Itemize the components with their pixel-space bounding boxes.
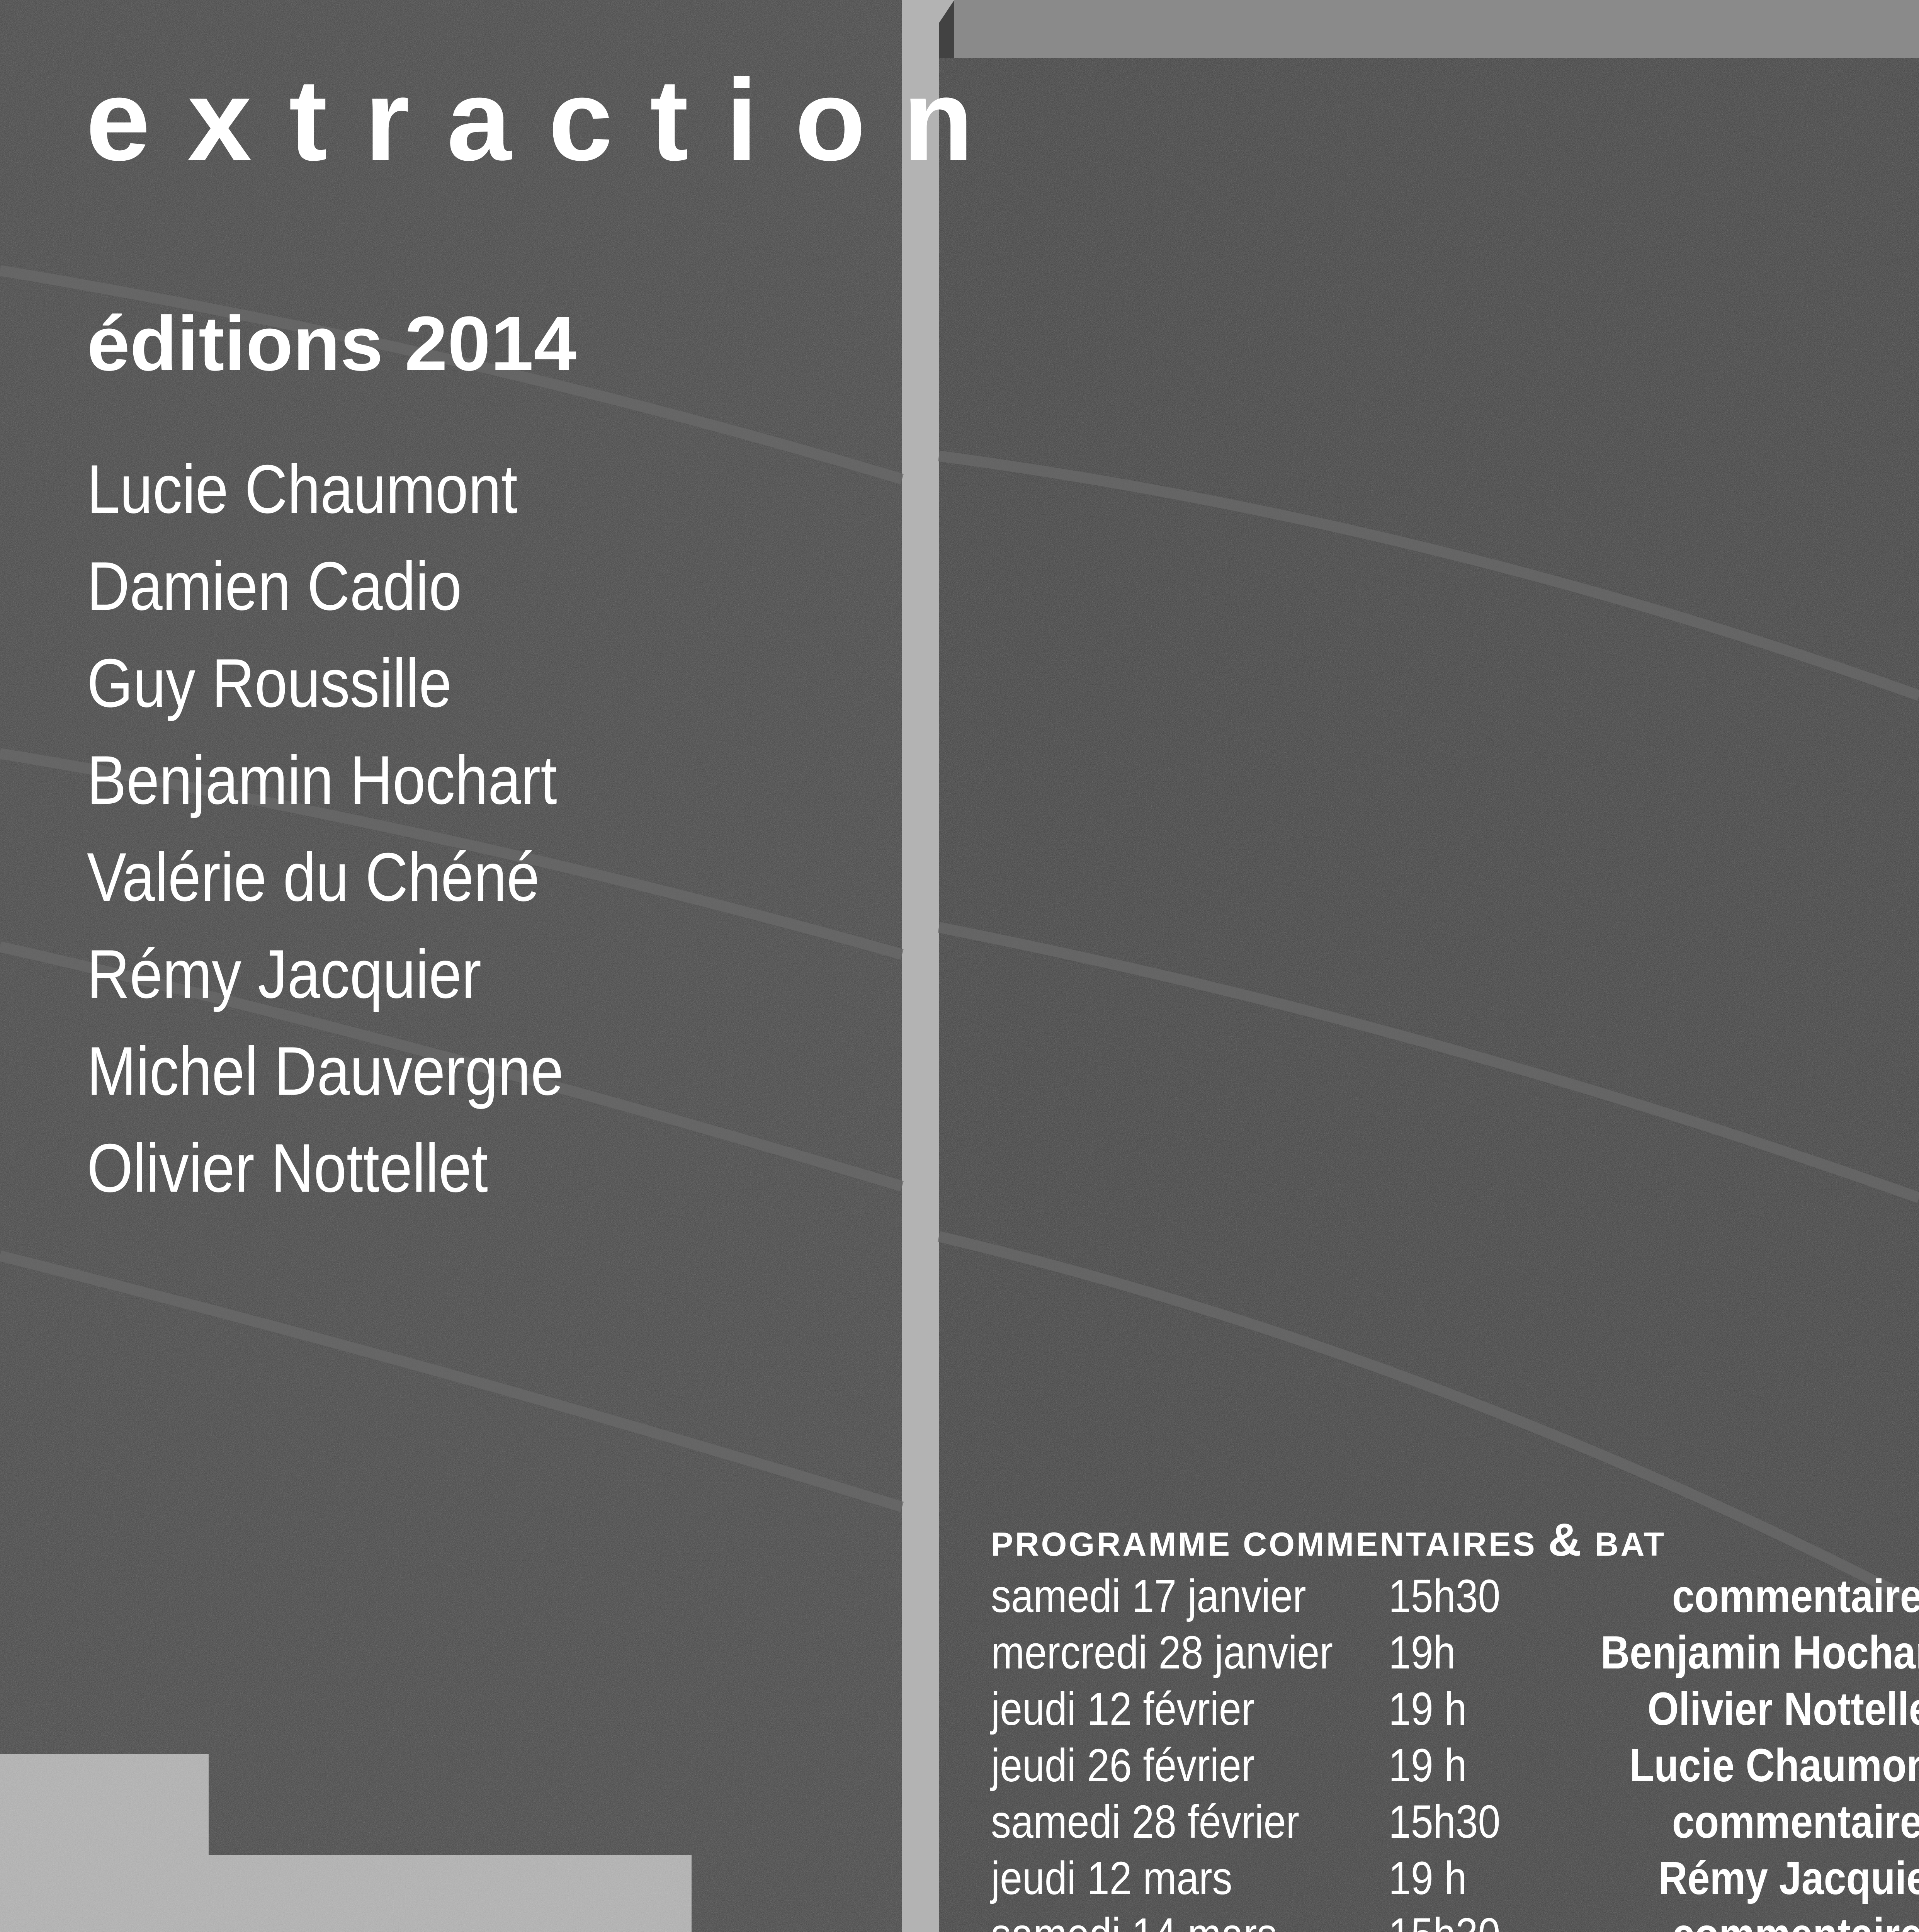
- programme-speaker: Rémy Jacquier: [1659, 1850, 1919, 1906]
- programme-date: samedi 17 janvier: [991, 1568, 1306, 1624]
- programme-time: 19 h: [1389, 1680, 1467, 1737]
- programme-date: jeudi 12 mars: [991, 1850, 1232, 1906]
- poster-subtitle: éditions 2014: [87, 305, 576, 383]
- programme-time: 15h30: [1389, 1793, 1500, 1850]
- artist-name: Valérie du Chéné: [87, 828, 564, 925]
- programme-speaker: Benjamin Hochart: [1601, 1624, 1919, 1680]
- programme-date: jeudi 12 février: [991, 1680, 1255, 1737]
- artist-name: Lucie Chaumont: [87, 440, 564, 537]
- programme-time: 19 h: [1389, 1850, 1467, 1906]
- programme-heading-bat: BAT: [1594, 1526, 1666, 1563]
- programme-date: jeudi 26 février: [991, 1737, 1255, 1793]
- programme-speaker: Olivier Nottellet: [1647, 1680, 1919, 1737]
- poster-title: extraction: [86, 62, 1011, 178]
- programme-date: mercredi 28 janvier: [991, 1624, 1333, 1680]
- artist-name: Rémy Jacquier: [87, 925, 564, 1022]
- programme-time: 15h30: [1389, 1568, 1500, 1624]
- programme-date: samedi 28 février: [991, 1793, 1299, 1850]
- programme-speaker: commentaires: [1672, 1793, 1919, 1850]
- artist-name: Guy Roussille: [87, 634, 564, 731]
- programme-speaker: commentaires: [1672, 1568, 1919, 1624]
- artist-name: Olivier Nottellet: [87, 1119, 564, 1216]
- artist-name: Michel Dauvergne: [87, 1022, 564, 1119]
- programme-speaker: Lucie Chaumont: [1630, 1737, 1919, 1793]
- programme-time: 19 h: [1389, 1737, 1467, 1793]
- programme-heading-main: PROGRAMME COMMENTAIRES: [991, 1526, 1537, 1563]
- artist-name: Benjamin Hochart: [87, 731, 564, 828]
- programme-heading-ampersand: &: [1548, 1514, 1584, 1566]
- artist-name: Damien Cadio: [87, 537, 564, 634]
- programme-time: 19h: [1389, 1624, 1456, 1680]
